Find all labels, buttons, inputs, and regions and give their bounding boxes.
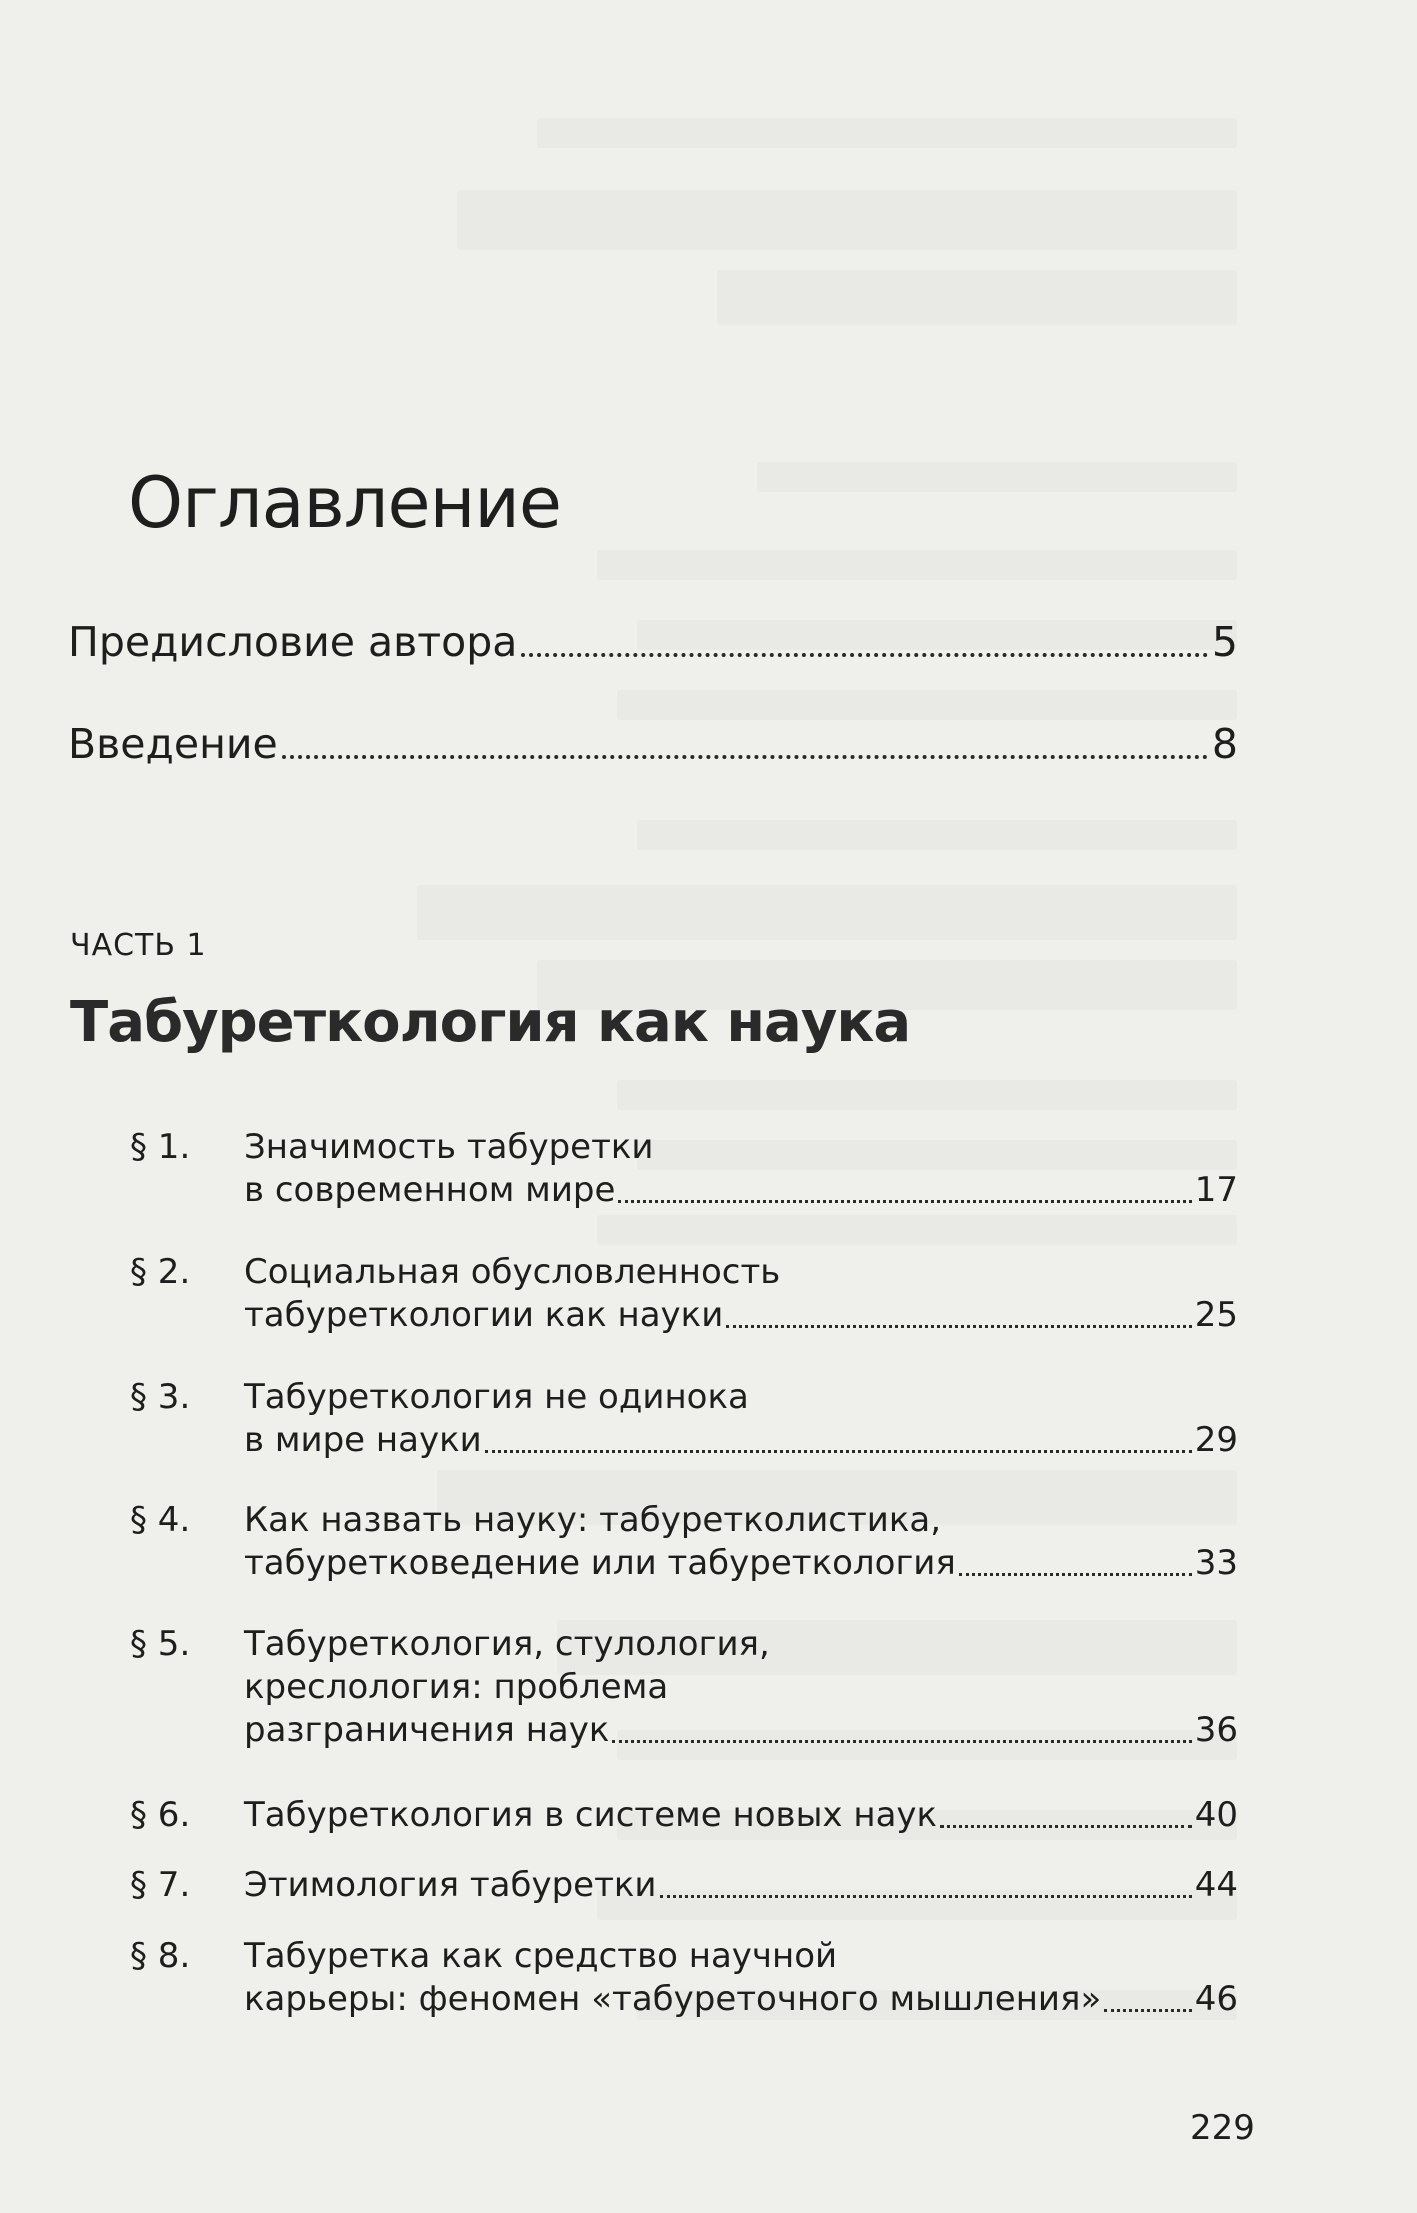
dot-leader [485,1450,1192,1453]
toc-entry-page: 8 [1211,720,1238,768]
section-page: 29 [1194,1420,1238,1460]
section-number: § 3. [130,1377,191,1417]
toc-entry-preface[interactable] [68,618,1238,666]
dot-leader [959,1573,1192,1576]
dot-leader [660,1895,1192,1898]
toc-entry-introduction[interactable] [68,720,1238,768]
section-title-line: Как назвать науку: табуретколистика, [244,1500,942,1540]
part-title: Табуреткология как наука [70,990,911,1055]
dot-leader [726,1325,1191,1328]
part-label: ЧАСТЬ 1 [70,928,207,963]
section-page: 46 [1194,1979,1238,2019]
dot-leader [612,1740,1191,1743]
section-page: 17 [1194,1170,1238,1210]
section-number: § 7. [130,1865,191,1905]
section-title-line: Значимость табуретки [244,1127,654,1167]
section-title-line: Табуреткология, стулология, [244,1624,770,1664]
toc-entry-label: Предисловие автора [68,618,518,666]
toc-entry-label: Введение [68,720,278,768]
section-number: § 2. [130,1252,191,1292]
section-number: § 5. [130,1624,191,1664]
section-title-line: в мире науки [244,1420,482,1460]
section-page: 33 [1194,1543,1238,1583]
section-title-line: Табуреткология в системе новых наук [244,1795,938,1835]
dot-leader [618,1200,1191,1203]
section-title-line: разграничения наук [244,1710,610,1750]
section-title-line: Табуреткология не одинока [244,1377,749,1417]
section-number: § 1. [130,1127,191,1167]
section-title-line: табуретковедение или табуреткология [244,1543,956,1583]
section-title-line: в современном мире [244,1170,616,1210]
section-title-line: Социальная обусловленность [244,1252,781,1292]
section-title-line: Табуретка как средство научной [244,1936,838,1976]
section-page: 25 [1194,1295,1238,1335]
section-title-line: табуреткологии как науки [244,1295,724,1335]
page-number: 229 [1190,2108,1255,2148]
toc-entry-page: 5 [1211,618,1238,666]
dot-leader [521,653,1208,657]
section-number: § 8. [130,1936,191,1976]
section-number: § 4. [130,1500,191,1540]
section-title-line: карьеры: феномен «табуреточного мышления» [244,1979,1102,2019]
dot-leader [940,1825,1192,1828]
dot-leader [1104,2009,1191,2012]
section-page: 44 [1194,1865,1238,1905]
section-page: 36 [1194,1710,1238,1750]
section-title-line: креслология: проблема [244,1667,669,1707]
dot-leader [282,755,1208,759]
page-title: Оглавление [128,461,561,544]
section-page: 40 [1194,1795,1238,1835]
section-title-line: Этимология табуретки [244,1865,657,1905]
section-number: § 6. [130,1795,191,1835]
